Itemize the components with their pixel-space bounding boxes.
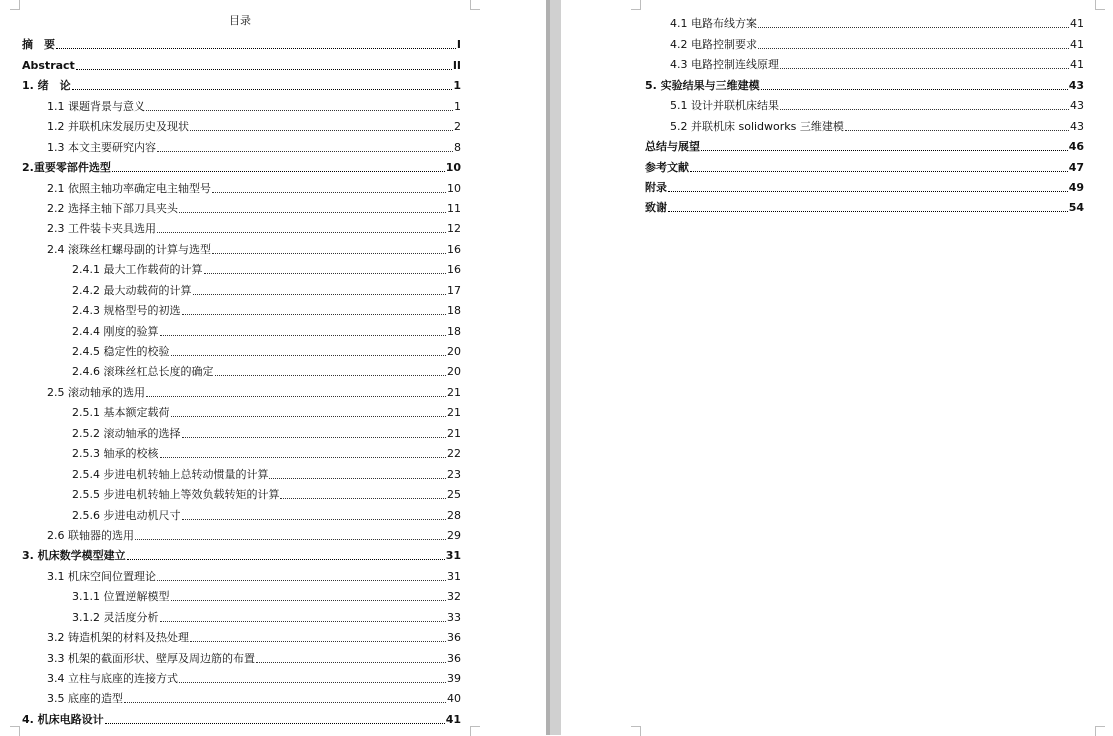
toc-entry[interactable] (22, 481, 461, 501)
dot-leader (780, 109, 1069, 110)
toc-entry-title: 2.5.5 步进电机转轴上等效负载转矩的计算 (72, 488, 280, 502)
toc-entry-title: 4.1 电路布线方案 (670, 17, 757, 31)
toc-entry-title: 3.1.2 灵活度分析 (72, 610, 159, 624)
toc-entry-title: 1.3 本文主要研究内容 (47, 140, 156, 154)
toc-entry[interactable] (645, 133, 1084, 153)
toc-entry-title: 2.6 联轴器的选用 (47, 528, 134, 542)
toc-entry-title: 2.4.4 刚度的验算 (72, 324, 159, 338)
toc-entry-title: 3.3 机架的截面形状、壁厚及周边筋的布置 (47, 651, 255, 665)
toc-page-number: 43 (1068, 78, 1084, 92)
dot-leader (256, 662, 446, 663)
toc-page-number: 39 (447, 672, 461, 685)
toc-entry[interactable] (22, 419, 461, 439)
toc-page-number: 29 (447, 528, 461, 542)
dot-leader (701, 150, 1068, 151)
toc-entry[interactable] (22, 276, 461, 296)
document-page-right (561, 0, 1113, 735)
dot-leader (157, 151, 453, 152)
dot-leader (160, 335, 447, 336)
dot-leader (171, 416, 447, 417)
toc-entry-title: 附录 (645, 180, 667, 194)
toc-entry[interactable] (645, 10, 1084, 30)
toc-entry[interactable] (22, 399, 461, 419)
toc-entry[interactable] (22, 113, 461, 133)
toc-entry[interactable] (22, 51, 461, 71)
dot-leader (146, 396, 446, 397)
toc-page-number: 11 (447, 201, 461, 215)
toc-entry-title: 2.5.2 滚动轴承的选择 (72, 426, 181, 440)
toc-page-number: 20 (447, 345, 461, 358)
toc-entry-title: 2.4.6 滚珠丝杠总长度的确定 (72, 365, 214, 379)
toc-entry-title: 2.5.1 基本额定载荷 (72, 406, 170, 420)
dot-leader (179, 682, 446, 683)
dot-leader (160, 457, 447, 458)
toc-page-number: 43 (1070, 99, 1084, 113)
toc-entry-title: 2.5 滚动轴承的选用 (47, 385, 145, 399)
toc-page-number: 10 (445, 161, 461, 175)
toc-page-number: 41 (445, 712, 461, 726)
toc-page-number: 16 (447, 242, 461, 256)
toc-entry[interactable] (22, 72, 461, 92)
toc-entry[interactable] (22, 133, 461, 153)
margin-corner-mark (1095, 0, 1105, 10)
toc-page-number: 41 (1070, 17, 1084, 31)
toc-page-number: 21 (447, 406, 461, 420)
margin-corner-mark (470, 0, 480, 10)
toc-entry[interactable] (22, 603, 461, 623)
toc-entry[interactable] (645, 92, 1084, 112)
toc-entry[interactable] (22, 624, 461, 644)
toc-entry-title: 3.5 底座的造型 (47, 692, 123, 706)
dot-leader (758, 27, 1069, 28)
toc-page-number: 25 (447, 488, 461, 502)
toc-entry-title: 5. 实验结果与三维建模 (645, 78, 760, 92)
toc-entry[interactable] (22, 31, 461, 51)
dot-leader (182, 314, 447, 315)
toc-entry-title: 5.2 并联机床 solidworks 三维建模 (670, 119, 844, 133)
toc-entry[interactable] (22, 542, 461, 562)
toc-entry-title: 1. 绪 论 (22, 79, 71, 93)
toc-page-number: 28 (447, 508, 461, 522)
toc-entry[interactable] (22, 92, 461, 112)
toc-page-number: 16 (447, 263, 461, 277)
toc-page-number: 31 (445, 549, 461, 563)
toc-page-number: II (452, 58, 461, 72)
toc-entry-title: 2.5.3 轴承的校核 (72, 447, 159, 461)
toc-page-number: 32 (447, 590, 461, 604)
toc-list-right (645, 10, 1084, 214)
toc-entry[interactable] (645, 153, 1084, 173)
toc-entry[interactable] (22, 338, 461, 358)
toc-entry[interactable] (645, 51, 1084, 71)
toc-entry-title: 2.重要零部件选型 (22, 161, 111, 175)
dot-leader (215, 375, 447, 376)
dot-leader (135, 539, 446, 540)
dot-leader (105, 723, 445, 724)
toc-entry[interactable] (645, 174, 1084, 194)
toc-page-number: 1 (454, 99, 461, 113)
toc-entry-title: Abstract (22, 58, 75, 72)
toc-entry-title: 2.4.2 最大动载荷的计算 (72, 283, 192, 297)
toc-entry[interactable] (22, 665, 461, 685)
dot-leader (845, 130, 1069, 131)
toc-entry-title: 摘 要 (22, 38, 55, 52)
dot-leader (668, 191, 1068, 192)
toc-entry[interactable] (645, 71, 1084, 91)
toc-page-number: 22 (447, 447, 461, 461)
dot-leader (112, 171, 445, 172)
toc-page-number: 54 (1068, 201, 1084, 215)
toc-page-number: 17 (447, 283, 461, 297)
toc-entry[interactable] (22, 154, 461, 174)
toc-entry-title: 5.1 设计并联机床结果 (670, 99, 779, 113)
toc-entry-title: 3.1.1 位置逆解模型 (72, 590, 170, 604)
dot-leader (758, 48, 1069, 49)
dot-leader (124, 702, 446, 703)
toc-entry[interactable] (645, 194, 1084, 214)
toc-entry-title: 4.3 电路控制连线原理 (670, 58, 779, 72)
dot-leader (56, 48, 456, 49)
toc-page-number: 33 (447, 610, 461, 624)
toc-entry[interactable] (22, 297, 461, 317)
toc-entry[interactable] (22, 501, 461, 521)
toc-page-number: 36 (447, 631, 461, 645)
toc-page-number: 41 (1070, 37, 1084, 51)
toc-entry[interactable] (22, 317, 461, 337)
toc-entry-title: 总结与展望 (645, 140, 700, 154)
toc-entry-title: 3.2 铸造机架的材料及热处理 (47, 631, 189, 645)
dot-leader (182, 437, 447, 438)
dot-leader (171, 355, 447, 356)
toc-page-number: 20 (447, 365, 461, 379)
toc-entry[interactable] (22, 685, 461, 705)
toc-page-number: 47 (1068, 160, 1084, 174)
toc-entry-title: 2.4.1 最大工作载荷的计算 (72, 263, 203, 277)
toc-page-number: 23 (447, 467, 461, 481)
toc-entry-title: 2.2 选择主轴下部刀具夹头 (47, 201, 178, 215)
dot-leader (76, 69, 452, 70)
toc-entry[interactable] (22, 378, 461, 398)
toc-entry[interactable] (645, 30, 1084, 50)
toc-entry[interactable] (22, 235, 461, 255)
toc-entry-title: 3. 机床数学模型建立 (22, 549, 126, 563)
dot-leader (193, 294, 447, 295)
margin-corner-mark (10, 0, 20, 10)
toc-page-number: 46 (1068, 140, 1084, 154)
toc-entry[interactable] (22, 522, 461, 542)
dot-leader (280, 498, 446, 499)
toc-entry-title: 4. 机床电路设计 (22, 712, 104, 726)
dot-leader (212, 253, 446, 254)
toc-page-number: 18 (447, 324, 461, 338)
toc-page-number: 41 (1070, 58, 1084, 72)
dot-leader (160, 621, 447, 622)
dot-leader (157, 580, 446, 581)
toc-entry[interactable] (22, 440, 461, 460)
toc-entry-title: 1.1 课题背景与意义 (47, 99, 145, 113)
toc-entry[interactable] (22, 215, 461, 235)
dot-leader (72, 89, 453, 90)
toc-entry-title: 2.5.6 步进电动机尺寸 (72, 508, 181, 522)
toc-page-number: 8 (454, 140, 461, 154)
toc-entry[interactable] (22, 256, 461, 276)
dot-leader (780, 68, 1069, 69)
toc-page-number: 21 (447, 385, 461, 399)
toc-entry-title: 2.4.3 规格型号的初选 (72, 304, 181, 318)
toc-page-number: 12 (447, 222, 461, 236)
toc-entry-title: 2.4 滚珠丝杠螺母副的计算与选型 (47, 242, 211, 256)
toc-entry-title: 2.4.5 稳定性的校验 (72, 345, 170, 358)
toc-entry-title: 参考文献 (645, 160, 689, 174)
toc-entry-title: 3.4 立柱与底座的连接方式 (47, 672, 178, 685)
toc-page-number: 10 (447, 181, 461, 195)
toc-page-number: 49 (1068, 180, 1084, 194)
toc-list-left (22, 31, 461, 726)
margin-corner-mark (631, 0, 641, 10)
dot-leader (204, 273, 447, 274)
toc-entry-title: 2.1 依照主轴功率确定电主轴型号 (47, 181, 211, 195)
dot-leader (190, 130, 453, 131)
dot-leader (171, 600, 447, 601)
toc-entry[interactable] (22, 460, 461, 480)
toc-entry[interactable] (22, 562, 461, 582)
dot-leader (127, 559, 445, 560)
toc-entry[interactable] (22, 174, 461, 194)
toc-entry-title: 1.2 并联机床发展历史及现状 (47, 120, 189, 134)
toc-page-number: 40 (447, 692, 461, 706)
toc-entry-title: 4.2 电路控制要求 (670, 37, 757, 51)
dot-leader (190, 641, 446, 642)
toc-entry-title: 2.5.4 步进电机转轴上总转动惯量的计算 (72, 467, 269, 481)
toc-page-number: 21 (447, 426, 461, 440)
dot-leader (690, 171, 1068, 172)
toc-page-number: 18 (447, 304, 461, 318)
dot-leader (182, 519, 447, 520)
toc-entry[interactable] (645, 112, 1084, 132)
toc-title: 目录 (229, 14, 251, 27)
toc-entry-title: 致谢 (645, 201, 667, 215)
toc-page-number: 43 (1070, 119, 1084, 133)
toc-page-number: 31 (447, 569, 461, 583)
toc-entry[interactable] (22, 583, 461, 603)
document-page-left (0, 0, 546, 735)
toc-page-number: 36 (447, 651, 461, 665)
toc-entry[interactable] (22, 705, 461, 725)
dot-leader (146, 110, 453, 111)
toc-entry-title: 2.3 工件装卡夹具选用 (47, 222, 156, 236)
dot-leader (668, 211, 1068, 212)
toc-entry[interactable] (22, 195, 461, 215)
dot-leader (212, 192, 446, 193)
toc-entry[interactable] (22, 644, 461, 664)
dot-leader (269, 478, 446, 479)
toc-page-number: I (456, 38, 461, 52)
toc-entry[interactable] (22, 358, 461, 378)
dot-leader (157, 232, 446, 233)
toc-page-number: 2 (454, 120, 461, 134)
toc-page-number: 1 (453, 79, 461, 93)
page-gap (546, 0, 561, 735)
dot-leader (179, 212, 446, 213)
dot-leader (761, 89, 1068, 90)
toc-entry-title: 3.1 机床空间位置理论 (47, 569, 156, 583)
